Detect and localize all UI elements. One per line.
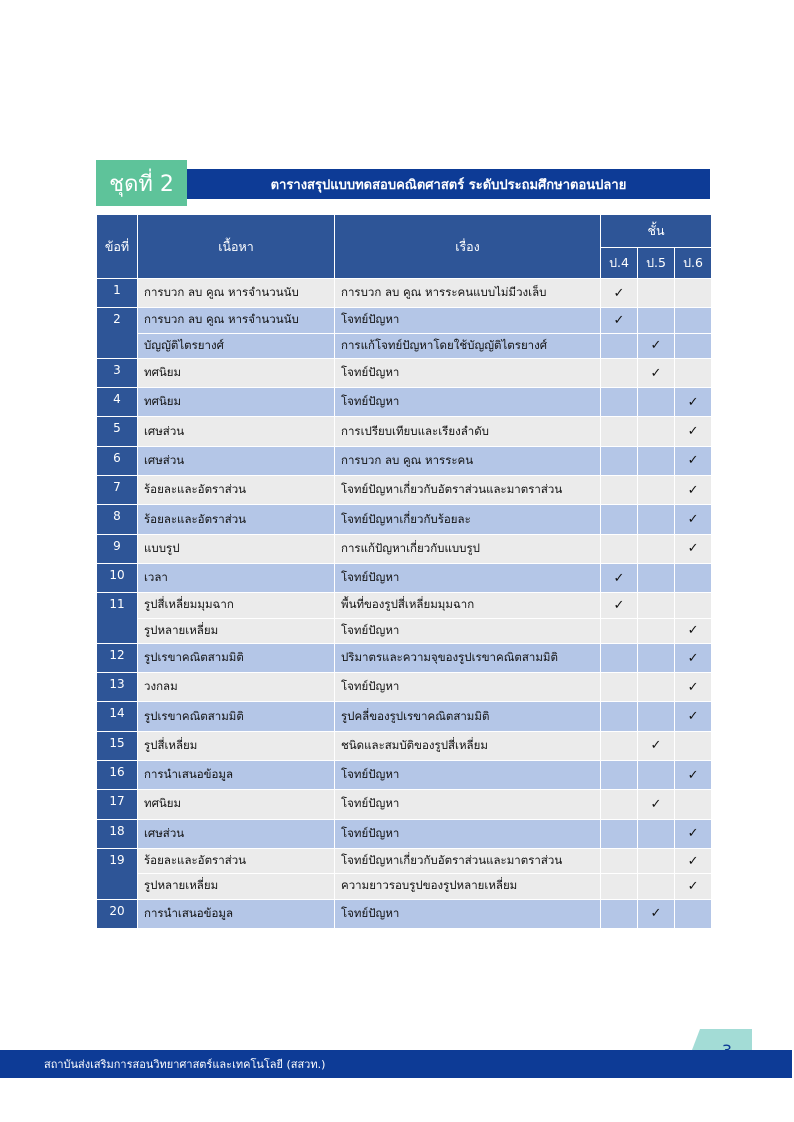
grade-6-check: ✓ [675, 534, 712, 563]
grade-5-check [638, 819, 675, 848]
topic-cell: ความยาวรอบรูปของรูปหลายเหลี่ยม [335, 874, 601, 899]
grade-5-check [638, 308, 675, 333]
table-row [97, 790, 712, 819]
grade-5-check [638, 417, 675, 446]
content-cell: รูปเรขาคณิตสามมิติ [138, 702, 335, 731]
grade-6-check: ✓ [675, 819, 712, 848]
grade-4-check: ✓ [601, 593, 638, 618]
header-grade-4: ป.4 [601, 248, 638, 279]
table-row [97, 618, 712, 643]
grade-4-check [601, 618, 638, 643]
content-cell: การบวก ลบ คูณ หารจำนวนนับ [138, 279, 335, 308]
grade-4-check [601, 446, 638, 475]
table-row [97, 279, 712, 308]
grade-6-check: ✓ [675, 505, 712, 534]
grade-6-check [675, 358, 712, 387]
grade-4-check: ✓ [601, 308, 638, 333]
topic-cell: โจทย์ปัญหา [335, 388, 601, 417]
grade-6-check: ✓ [675, 618, 712, 643]
question-number: 9 [97, 534, 138, 563]
question-number: 8 [97, 505, 138, 534]
grade-4-check [601, 643, 638, 672]
topic-cell: โจทย์ปัญหา [335, 790, 601, 819]
grade-4-check [601, 874, 638, 899]
grade-5-check [638, 534, 675, 563]
content-cell: ทศนิยม [138, 790, 335, 819]
grade-6-check [675, 790, 712, 819]
header-no: ข้อที่ [97, 215, 138, 279]
grade-5-check [638, 563, 675, 592]
table-row [97, 702, 712, 731]
table-row [97, 417, 712, 446]
question-number: 11 [97, 593, 138, 644]
question-number: 6 [97, 446, 138, 475]
topic-cell: โจทย์ปัญหา [335, 358, 601, 387]
grade-6-check [675, 563, 712, 592]
grade-4-check [601, 899, 638, 928]
content-cell: เศษส่วน [138, 819, 335, 848]
topic-cell: โจทย์ปัญหา [335, 308, 601, 333]
grade-5-check: ✓ [638, 790, 675, 819]
topic-cell: การแก้ปัญหาเกี่ยวกับแบบรูป [335, 534, 601, 563]
table-row [97, 563, 712, 592]
grade-6-check: ✓ [675, 848, 712, 873]
content-cell: ร้อยละและอัตราส่วน [138, 476, 335, 505]
table-row [97, 505, 712, 534]
grade-5-check [638, 446, 675, 475]
grade-5-check [638, 279, 675, 308]
topic-cell: รูปคลี่ของรูปเรขาคณิตสามมิติ [335, 702, 601, 731]
table-row [97, 848, 712, 873]
table-row [97, 476, 712, 505]
question-number: 14 [97, 702, 138, 731]
grade-5-check [638, 388, 675, 417]
grade-6-check: ✓ [675, 702, 712, 731]
table-row [97, 534, 712, 563]
grade-4-check [601, 673, 638, 702]
content-cell: เศษส่วน [138, 417, 335, 446]
grade-5-check [638, 593, 675, 618]
content-cell: การบวก ลบ คูณ หารจำนวนนับ [138, 308, 335, 333]
topic-cell: พื้นที่ของรูปสี่เหลี่ยมมุมฉาก [335, 593, 601, 618]
grade-6-check: ✓ [675, 446, 712, 475]
grade-5-check: ✓ [638, 731, 675, 760]
table-row [97, 673, 712, 702]
table-row [97, 333, 712, 358]
table-row [97, 643, 712, 672]
question-number: 13 [97, 673, 138, 702]
content-cell: การนำเสนอข้อมูล [138, 761, 335, 790]
grade-4-check: ✓ [601, 279, 638, 308]
footer-bar [0, 1050, 792, 1078]
grade-5-check [638, 643, 675, 672]
table-row [97, 358, 712, 387]
header-grade-6: ป.6 [675, 248, 712, 279]
grade-4-check [601, 333, 638, 358]
question-number: 18 [97, 819, 138, 848]
header-topic: เรื่อง [335, 215, 601, 279]
grade-6-check: ✓ [675, 476, 712, 505]
grade-4-check [601, 790, 638, 819]
topic-cell: โจทย์ปัญหาเกี่ยวกับอัตราส่วนและมาตราส่วน [335, 476, 601, 505]
question-number: 2 [97, 308, 138, 359]
set-number-badge: ชุดที่ 2 [96, 160, 187, 206]
question-number: 15 [97, 731, 138, 760]
table-row [97, 874, 712, 899]
topic-cell: โจทย์ปัญหา [335, 563, 601, 592]
grade-4-check [601, 819, 638, 848]
question-number: 19 [97, 848, 138, 899]
content-cell: ร้อยละและอัตราส่วน [138, 848, 335, 873]
content-cell: ร้อยละและอัตราส่วน [138, 505, 335, 534]
topic-cell: การบวก ลบ คูณ หารระคนแบบไม่มีวงเล็บ [335, 279, 601, 308]
question-number: 7 [97, 476, 138, 505]
header-grade-5: ป.5 [638, 248, 675, 279]
grade-6-check [675, 333, 712, 358]
topic-cell: การบวก ลบ คูณ หารระคน [335, 446, 601, 475]
grade-6-check: ✓ [675, 761, 712, 790]
content-cell: แบบรูป [138, 534, 335, 563]
grade-5-check: ✓ [638, 358, 675, 387]
table-row [97, 899, 712, 928]
header-grade-group: ชั้น [601, 215, 712, 248]
topic-cell: โจทย์ปัญหา [335, 618, 601, 643]
table-body [97, 279, 712, 929]
grade-5-check [638, 618, 675, 643]
content-cell: วงกลม [138, 673, 335, 702]
topic-cell: โจทย์ปัญหา [335, 899, 601, 928]
content-cell: รูปหลายเหลี่ยม [138, 618, 335, 643]
question-number: 3 [97, 358, 138, 387]
page-title: ตารางสรุปแบบทดสอบคณิตศาสตร์ ระดับประถมศึกษาตอนปลาย [187, 169, 710, 199]
content-cell: เศษส่วน [138, 446, 335, 475]
content-cell: การนำเสนอข้อมูล [138, 899, 335, 928]
table-row [97, 446, 712, 475]
grade-6-check: ✓ [675, 874, 712, 899]
topic-cell: ปริมาตรและความจุของรูปเรขาคณิตสามมิติ [335, 643, 601, 672]
question-number: 12 [97, 643, 138, 672]
grade-5-check [638, 874, 675, 899]
topic-cell: โจทย์ปัญหา [335, 673, 601, 702]
question-number: 17 [97, 790, 138, 819]
grade-4-check [601, 476, 638, 505]
grade-6-check [675, 731, 712, 760]
grade-4-check: ✓ [601, 563, 638, 592]
table-row [97, 731, 712, 760]
content-cell: ทศนิยม [138, 388, 335, 417]
content-cell: ทศนิยม [138, 358, 335, 387]
grade-5-check [638, 476, 675, 505]
grade-5-check [638, 761, 675, 790]
content-cell: บัญญัติไตรยางศ์ [138, 333, 335, 358]
grade-6-check [675, 308, 712, 333]
grade-5-check: ✓ [638, 333, 675, 358]
grade-6-check [675, 899, 712, 928]
grade-4-check [601, 761, 638, 790]
grade-4-check [601, 505, 638, 534]
grade-5-check: ✓ [638, 899, 675, 928]
content-cell: รูปเรขาคณิตสามมิติ [138, 643, 335, 672]
question-number: 20 [97, 899, 138, 928]
footer-institute: สถาบันส่งเสริมการสอนวิทยาศาสตร์และเทคโนโลยี (สสวท.) [44, 1058, 326, 1071]
question-number: 16 [97, 761, 138, 790]
topic-cell: ชนิดและสมบัติของรูปสี่เหลี่ยม [335, 731, 601, 760]
topic-cell: การแก้โจทย์ปัญหาโดยใช้บัญญัติไตรยางศ์ [335, 333, 601, 358]
topic-cell: โจทย์ปัญหา [335, 761, 601, 790]
content-cell: เวลา [138, 563, 335, 592]
test-summary-table [96, 214, 712, 929]
grade-6-check: ✓ [675, 673, 712, 702]
table-row [97, 388, 712, 417]
topic-cell: โจทย์ปัญหาเกี่ยวกับอัตราส่วนและมาตราส่วน [335, 848, 601, 873]
grade-5-check [638, 848, 675, 873]
grade-6-check: ✓ [675, 643, 712, 672]
grade-6-check [675, 593, 712, 618]
grade-5-check [638, 673, 675, 702]
grade-4-check [601, 358, 638, 387]
table-row [97, 819, 712, 848]
grade-4-check [601, 417, 638, 446]
grade-4-check [601, 731, 638, 760]
table-row [97, 593, 712, 618]
grade-6-check [675, 279, 712, 308]
question-number: 5 [97, 417, 138, 446]
content-cell: รูปสี่เหลี่ยมมุมฉาก [138, 593, 335, 618]
grade-5-check [638, 702, 675, 731]
grade-4-check [601, 702, 638, 731]
question-number: 1 [97, 279, 138, 308]
grade-4-check [601, 388, 638, 417]
question-number: 4 [97, 388, 138, 417]
table-row [97, 761, 712, 790]
grade-6-check: ✓ [675, 417, 712, 446]
content-cell: รูปสี่เหลี่ยม [138, 731, 335, 760]
question-number: 10 [97, 563, 138, 592]
topic-cell: การเปรียบเทียบและเรียงลำดับ [335, 417, 601, 446]
grade-6-check: ✓ [675, 388, 712, 417]
grade-4-check [601, 534, 638, 563]
grade-5-check [638, 505, 675, 534]
header-content: เนื้อหา [138, 215, 335, 279]
table-row [97, 308, 712, 333]
topic-cell: โจทย์ปัญหาเกี่ยวกับร้อยละ [335, 505, 601, 534]
content-cell: รูปหลายเหลี่ยม [138, 874, 335, 899]
topic-cell: โจทย์ปัญหา [335, 819, 601, 848]
grade-4-check [601, 848, 638, 873]
